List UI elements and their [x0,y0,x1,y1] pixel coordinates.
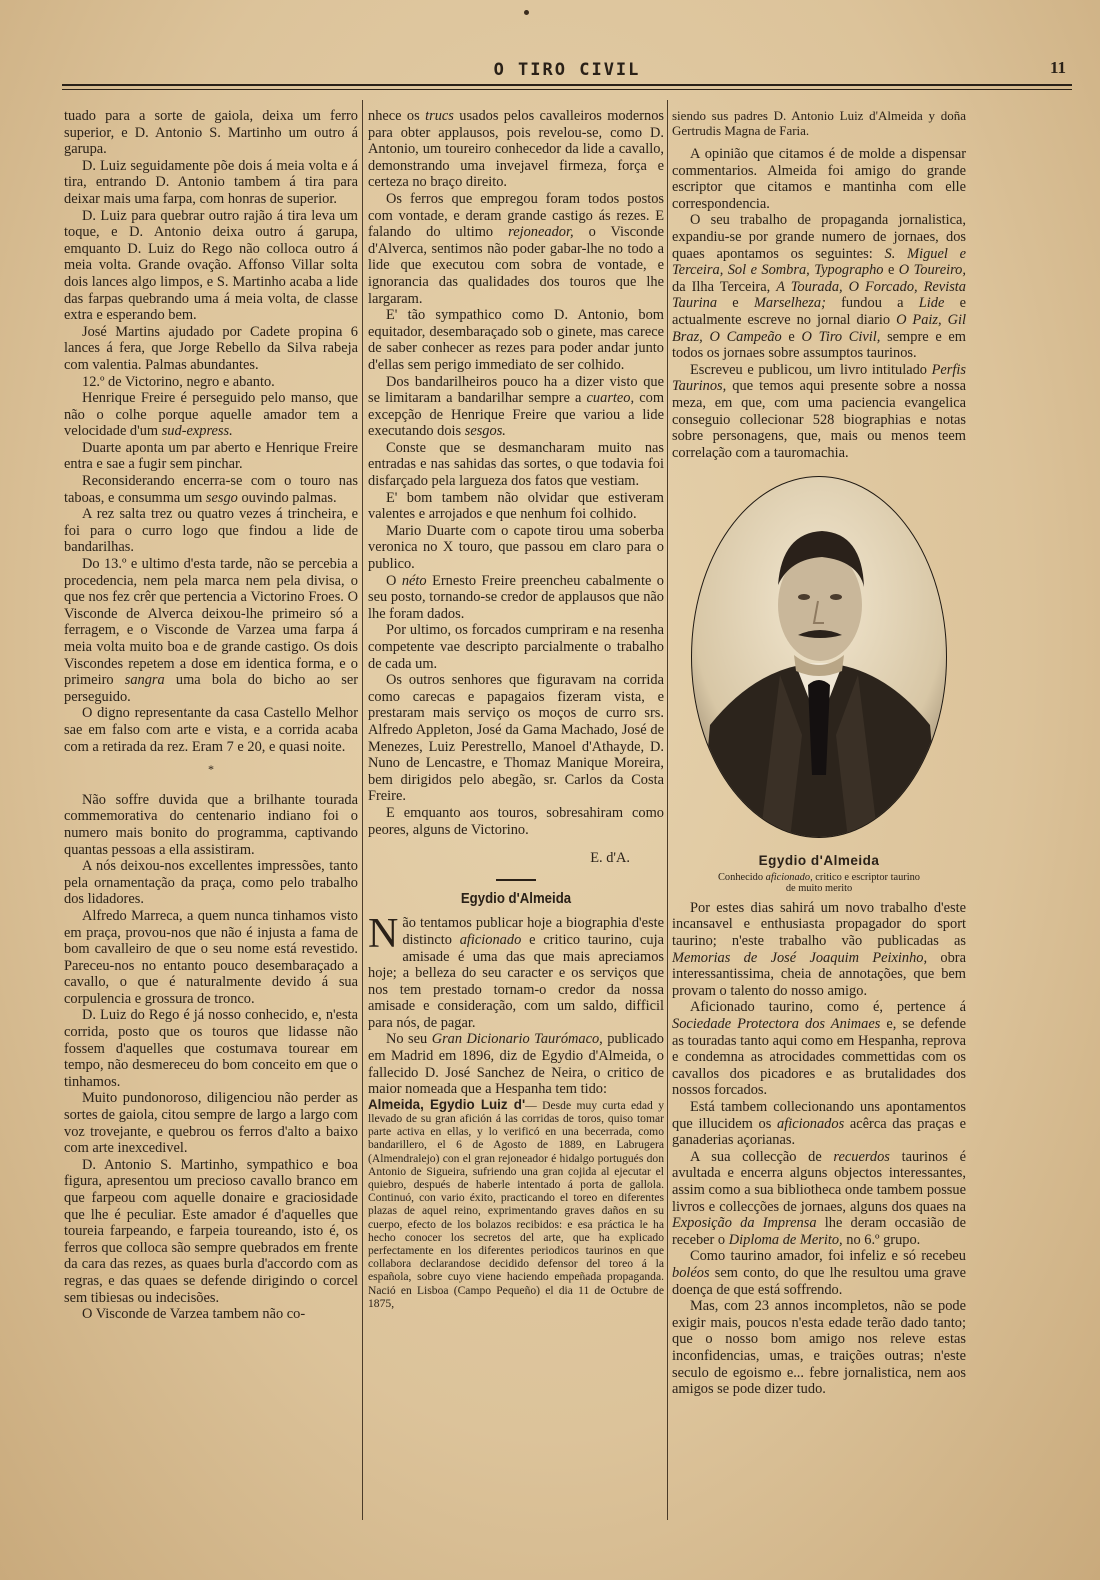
portrait-photo [690,475,948,839]
paragraph: D. Antonio S. Martinho, sympathico e boa figura, apresentou um precioso cavallo branco em que farpeou com aquelle donaire e graciosidade que lhe é peculiar. Este amador é d'aquelles que toureia farpeando, e farpeia toureando, isto é, os ferros que colloca são sempre quebrados em frente da cara das rezes, as quaes burla d'accordo com as regras, e das quaes se defende dirigindo o corcel sem tibiesas ou indecisões. [64,1156,358,1306]
paragraph: Alfredo Marreca, a quem nunca tinhamos visto em praça, provou-nos que não é injusta a fama de bom cavalleiro de que o seu nome está revestido. Pareceu-nos no entanto pouco desembaraçado a cavallo, o que é naturalmente devido á sua corpulencia e grossura de tronco. [64,907,358,1007]
column-divider [667,100,668,1520]
paragraph: tuado para a sorte de gaiola, deixa um ferro superior, e D. Antonio S. Martinho um outro á garupa. [64,108,358,158]
article-title: Egydio d'Almeida [460,889,572,907]
portrait-caption-subtitle: Conhecido aficionado, critico e escriptor taurino de muito merito [718,871,920,894]
paragraph: 12.º de Victorino, negro e abanto. [82,373,275,390]
column-divider [362,100,363,1520]
column-1 [64,108,358,1323]
paragraph: A opinião que citamos é de molde a dispensar commentarios. Almeida foi amigo do grande escriptor que citamos e mantinha com elle correspondencia. [672,146,966,212]
paragraph: Os outros senhores que figuravam na corrida como carecas e papagaios fizeram vista, e prestaram mais serviço os moços de curro srs. Alfredo Appleton, José da Gama Machado, José de Menezes, Luiz Perestrello, Manoel d'Athayde, D. Nuno de Lencastre, e Thomaz Manique Moreira, bem dirigidos pelo abegão, sr. Carlos da Costa Freire. [368,672,664,805]
paragraph: Não tentamos publicar hoje a biographia d'este distincto aficionado e critico taurino, cuja amisade é uma das que mais apreciamos hoje; a belleza do seu caracter e os serviços que nos tem prestado tornam-o credor da nossa amisade e consideração, com um saldo, difficil para nós, de pagar. [368,911,664,1031]
paragraph: D. Luiz para quebrar outro rajão á tira leva um toque, e D. Antonio deixa outro á garupa, emquanto D. Luiz do Rego não colloca outro á meia volta. Grande ovação. Affonso Villar solta dois lances algo limpos, e S. Martinho acaba a lide das farpas quebrando uma á meia volta, de classe extra e esperando bem. [64,207,358,324]
paragraph: Muito pundonoroso, diligenciou não perder as sortes de gaiola, citou sempre de largo a largo com voz trovejante, e quebrou os ferros d'alto a baixo com arte inexcedivel. [64,1090,358,1157]
paragraph: Como taurino amador, foi infeliz e só recebeu boléos sem conto, do que lhe resultou uma grave doença de que está soffrendo. [672,1248,966,1298]
paragraph: E' tão sympathico como D. Antonio, bom equitador, desembaraçado sob o ginete, mas carece de saber conhecer as rezes para poder andar junto d'ellas sem perigo immediato de ser colhido. [368,307,664,373]
paragraph: Duarte aponta um par aberto e Henrique Freire entra e sae a fugir sem pinchar. [64,439,358,473]
paragraph: Do 13.º e ultimo d'esta tarde, não se percebia a procedencia, nem pela marca nem pela divisa, o que nos fez crêr que pertencia a Victorino Froes. O Visconde de Alverca deixou-lhe primeiro só a ferragem, e o Visconde de Varzea uma farpa á meia volta muito boa e de grande castigo. Os dois Viscondes repetem a dose em identica forma, e o primeiro sangra uma bola do bicho ao ser perseguido. [64,556,358,705]
header-rule-bottom [62,89,1072,90]
paragraph: D. Luiz seguidamente põe dois á meia volta e á tira, entrando D. Antonio tambem á tira para deixar mais uma farpa, com honras de superior. [64,157,358,207]
paragraph: Está tambem collecionando uns apontamentos que illucidem os aficionados acêrca das praças e ganaderias açorianas. [672,1099,966,1149]
paragraph: Por estes dias sahirá um novo trabalho d'este incansavel e enthusiasta propagador do sport taurino; n'este trabalho vão publicadas as Memorias de José Joaquim Peixinho, obra interessantissima, cheia de annotações, que bem provam o talento do nosso amigo. [672,899,966,999]
paragraph: Os ferros que empregou foram todos postos com vontade, e deram grande castigo ás rezes. E falando do ultimo rejoneador, o Visconde d'Alverca, sentimos não poder gabar-lhe no todo a lide que executou com sobra de vontade, e ignorancia das qualidades dos touros que lhe largaram. [368,190,664,307]
paragraph: E emquanto aos touros, sobresahiram como peores, alguns de Victorino. [368,804,664,838]
paragraph: E' bom tambem não olvidar que estiveram valentes e arrojados e que nenhum foi colhido. [368,489,664,523]
header-rule-top [62,84,1072,86]
masthead: O TIRO CIVIL [493,60,641,80]
page-number: 11 [1049,58,1066,77]
paragraph: D. Luiz do Rego é já nosso conhecido, e, n'esta corrida, posto que os touros que lidasse não fossem d'aquelles que costumava tourear em tempo, não desmereceu do bom conceito em que o tinhamos. [64,1007,358,1090]
paragraph: Reconsiderando encerra-se com o touro nas taboas, e consumma um sesgo ouvindo palmas. [64,473,358,506]
portrait-figure [672,475,966,845]
paragraph: siendo sus padres D. Antonio Luiz d'Almeida y doña Gertrudis Magna de Faria. [672,108,966,138]
paragraph: Mario Duarte com o capote tirou uma soberba veronica no X touro, que passou em claro para o publico. [368,522,664,573]
paragraph: A rez salta trez ou quatro vezes á trincheira, e foi para o curro logo que findou a lide de bandarilhas. [64,506,358,556]
paragraph: Dos bandarilheiros pouco ha a dizer visto que se limitaram a bandarilhar sempre a cuarteo, com excepção de Henrique Freire que variou a lide executando dois sesgos. [368,373,665,440]
paragraph: Por ultimo, os forcados cumpriram e na resenha competente vae descripto parcialmente o trabalho de cada um. [368,622,664,672]
paragraph: Não soffre duvida que a brilhante tourada commemorativa do centenario indiano foi o numero mais bonito do programma, captivando quantas pessoas a ella assistiram. [64,791,358,858]
paragraph: O néto Ernesto Freire preencheu cabalmente o seu posto, tornando-se credor de applausos que não lhe foram dados. [368,572,664,622]
drop-cap: N [368,911,399,958]
paragraph: Aficionado taurino, como é, pertence á Sociedade Protectora dos Animaes e, se defende as touradas tanto aqui como em Hespanha, reprova e condemna as atrocidades commettidas com os cavallos dos picadores e as brutalidades dos nossos forcados. [672,999,966,1099]
paragraph: Conste que se desmancharam muito nas entradas e nas sahidas das sortes, o que todavia foi disfarçado pela largueza dos fatos que vestiam. [368,439,664,490]
page-header [62,52,1072,92]
author-signature: E. d'A. [590,850,630,867]
paragraph: Henrique Freire é perseguido pelo manso, que não o colhe porque aquelle amador tem a velocidade d'um sud-express. [64,390,358,440]
paragraph: Mas, com 23 annos incompletos, não se pode exigir mais, poucos n'esta edade terão dado tanto; que o nosso bom amigo nos releve estas inconfidencias, umas, e traições outras; n'este seculo de egoismo e... febre jornalistica, nem aos amigos se pode dizer tudo. [672,1298,966,1398]
paragraph: O seu trabalho de propaganda jornalistica, expandiu-se por grande numero de jornaes, dos quaes apontamos os seguintes: S. Miguel e Terceira, Sol e Sombra, Typographo e O Toureiro, da Ilha Terceira, A Tourada, O Forcado, Revista Taurina e Marselheza; fundou a Lide e actualmente escreve no jornal diario O Paiz, Gil Braz, O Campeão e O Tiro Civil, sempre e em todos os jornaes sobre assumptos taurinos. [672,212,967,362]
paragraph: nhece os trucs usados pelos cavalleiros modernos para obter applausos, pois revelou-se, como D. Antonio, um toureiro conhecedor da lide a cavallo, demonstrando uma invejavel firmeza, força e certeza no braço direito. [368,108,664,191]
paragraph: O Visconde de Varzea tambem não co- [82,1306,306,1323]
column-2 [368,108,664,1310]
column-3 [672,108,966,1398]
dictionary-quote: Almeida, Egydio Luiz d'— Desde muy curta edad y llevado de su gran afición á las corridas de toros, quiso tomar parte activa en ellas, y lo verificó en una becerrada, como bandarillero, el 6 de Agosto de 1889, en Labrugera (Almendralejo) con el gran rejoneador é hidalgo portugués don Antonio de Sigueira, sufriendo una gran cojida al ejecutar el quiebro, después de haberle intentado á porta de gallola. Continuó, con vario éxito, practicando el toreo en diferentes plazas de aquel reino, exprimentando graves daños en su cuerpo, efecto de los bolazos recibidos: e esa práctica le ha hecho conocer los secretos del arte, que ha explicado perfectamente en los diferentes periodicos taurinos en que collabora declarandose decidido defensor del toreo á la española, sobre cuyo viene haciendo empeñada propaganda. Nació en Lisboa (Campo Pequeño) el dia 11 de Octubre de 1875, [368,1096,665,1310]
article-divider [496,879,536,881]
ink-spot [524,10,529,15]
paragraph: A nós deixou-nos excellentes impressões, tanto pela ornamentação da praça, como pelo trabalho dos lidadores. [64,858,358,908]
paragraph: No seu Gran Dicionario Taurómaco, publicado em Madrid em 1896, diz de Egydio d'Almeida, o fallecido D. José Sanchez de Neira, o critico de maior nomeada que a Hespanha tem tido: [368,1031,664,1098]
paragraph: José Martins ajudado por Cadete propina 6 lances á fera, que Jorge Rebello da Silva rabeja com valentia. Palmas abundantes. [64,323,358,373]
paragraph: A sua collecção de recuerdos taurinos é avultada e encerra alguns objectos interessantes, assim como a sua bibliotheca onde tambem possue livros e collecções de jornaes, alguns dos quaes na Exposição da Imprensa lhe deram occasião de receber o Diploma de Merito, no 6.º grupo. [672,1148,966,1248]
portrait-caption-name: Egydio d'Almeida [758,853,880,869]
paragraph: O digno representante da casa Castello Melhor sae em falso com arte e vista, e a corrida acaba com a retirada da rez. Eram 7 e 20, e quasi noite. [64,705,358,755]
paragraph: Escreveu e publicou, um livro intitulado Perfis Taurinos, que temos aqui presente sobre a nossa meza, em que, com uma paciencia evangelica conseguio collecionar 528 biographias e notas sobre personagens, que, mais ou menos teem correlação com a tauromachia. [672,361,966,461]
section-separator: * [208,762,214,777]
